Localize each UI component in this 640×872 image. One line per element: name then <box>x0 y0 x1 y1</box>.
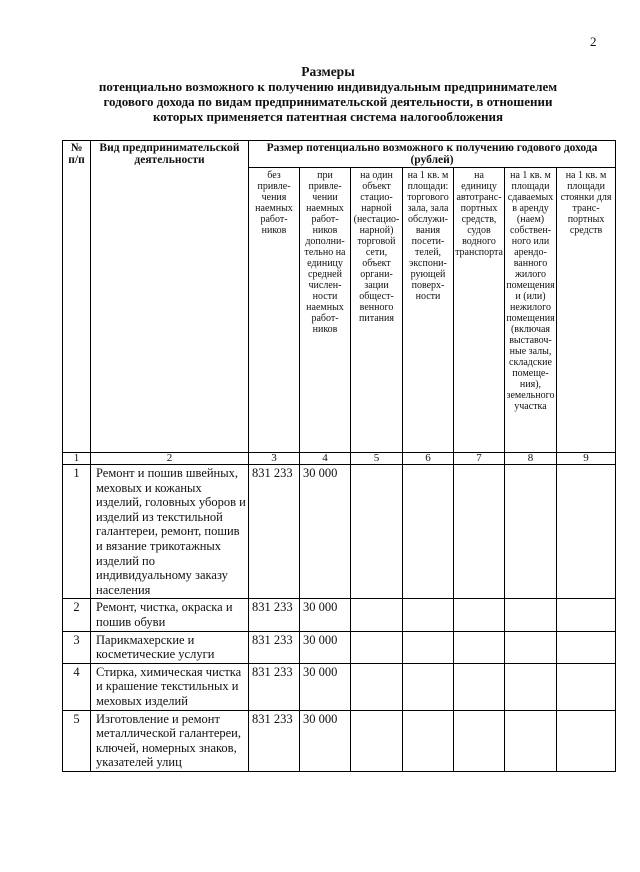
subheader-cell: на единицу автотранс-портных средств, судов водного транспорта <box>454 168 505 453</box>
income-per-employee: 30 000 <box>300 465 351 599</box>
income-per-employee: 30 000 <box>300 599 351 631</box>
empty-cell <box>403 663 454 710</box>
empty-cell <box>403 599 454 631</box>
empty-cell <box>454 599 505 631</box>
activity-name: Ремонт и пошив швейных, меховых и кожаных изделий, головных уборов и изделий из текстильной галантереи, ремонт, пошив и вязание трикотажных изделий по индивидуальному заказу населения <box>91 465 249 599</box>
activity-name: Изготовление и ремонт металлической галантереи, ключей, номерных знаков, указателей улиц <box>91 710 249 771</box>
row-number: 1 <box>63 465 91 599</box>
empty-cell <box>351 710 403 771</box>
empty-cell <box>454 710 505 771</box>
empty-cell <box>403 631 454 663</box>
income-without-employees: 831 233 <box>249 663 300 710</box>
activity-name: Стирка, химическая чистка и крашение текстильных и меховых изделий <box>91 663 249 710</box>
table-row <box>63 710 616 771</box>
empty-cell <box>557 663 616 710</box>
empty-cell <box>557 599 616 631</box>
empty-cell <box>557 631 616 663</box>
page-number: 2 <box>590 34 597 49</box>
column-number: 2 <box>91 453 249 465</box>
subheader-cell: при привле-чении наемных работ-ников дополни-тельно на единицу средней числен-ности наемных работ-ников <box>300 168 351 453</box>
row-number: 3 <box>63 631 91 663</box>
empty-cell <box>403 710 454 771</box>
activity-name: Парикмахерские и косметические услуги <box>91 631 249 663</box>
activity-name: Ремонт, чистка, окраска и пошив обуви <box>91 599 249 631</box>
column-number: 6 <box>403 453 454 465</box>
column-number: 7 <box>454 453 505 465</box>
empty-cell <box>557 465 616 599</box>
income-table <box>62 140 616 772</box>
title-heading: Размеры <box>301 64 355 79</box>
title-line: годового дохода по видам предпринимательской деятельности, в отношении <box>103 94 553 109</box>
column-number: 5 <box>351 453 403 465</box>
header-number: № п/п <box>63 141 91 453</box>
income-without-employees: 831 233 <box>249 465 300 599</box>
table-row <box>63 663 616 710</box>
column-number: 3 <box>249 453 300 465</box>
empty-cell <box>351 599 403 631</box>
empty-cell <box>351 631 403 663</box>
empty-cell <box>505 599 557 631</box>
title-line: потенциально возможного к получению индивидуальным предпринимателем <box>98 79 558 94</box>
empty-cell <box>557 710 616 771</box>
document-title <box>40 64 616 124</box>
column-number: 9 <box>557 453 616 465</box>
empty-cell <box>505 631 557 663</box>
income-without-employees: 831 233 <box>249 599 300 631</box>
empty-cell <box>351 465 403 599</box>
table-row <box>63 631 616 663</box>
income-without-employees: 831 233 <box>249 710 300 771</box>
subheader-cell: на 1 кв. м площади: торгового зала, зала обслужи-вания посети-телей, экспони-рующей поверх-ности <box>403 168 454 453</box>
subheader-cell: без привле-чения наемных работ-ников <box>249 168 300 453</box>
column-number: 1 <box>63 453 91 465</box>
header-activity: Вид предпринимательской деятельности <box>91 141 249 453</box>
empty-cell <box>505 710 557 771</box>
table-row <box>63 465 616 599</box>
subheader-cell: на 1 кв. м площади стоянки для транс-портных средств <box>557 168 616 453</box>
table-row <box>63 599 616 631</box>
row-number: 2 <box>63 599 91 631</box>
column-number: 8 <box>505 453 557 465</box>
column-number-row <box>63 453 616 465</box>
title-line: которых применяется патентная система налогообложения <box>152 109 504 124</box>
subheader-cell: на один объект стацио-нарной (нестацио-нарной) торговой сети, объект органи-зации общест-венного питания <box>351 168 403 453</box>
empty-cell <box>454 465 505 599</box>
header-income-size: Размер потенциально возможного к получению годового дохода (рублей) <box>249 141 616 168</box>
subheader-cell: на 1 кв. м площади сдаваемых в аренду (наем) собствен-ного или арендо-ванного жилого помещения и (или) нежилого помещения (включая выставоч-ные залы, складские помеще-ния), земельного участка <box>505 168 557 453</box>
income-per-employee: 30 000 <box>300 710 351 771</box>
column-number: 4 <box>300 453 351 465</box>
empty-cell <box>454 663 505 710</box>
row-number: 4 <box>63 663 91 710</box>
income-per-employee: 30 000 <box>300 663 351 710</box>
row-number: 5 <box>63 710 91 771</box>
empty-cell <box>351 663 403 710</box>
empty-cell <box>505 663 557 710</box>
empty-cell <box>454 631 505 663</box>
income-per-employee: 30 000 <box>300 631 351 663</box>
income-without-employees: 831 233 <box>249 631 300 663</box>
empty-cell <box>505 465 557 599</box>
empty-cell <box>403 465 454 599</box>
table-header-row <box>63 141 616 168</box>
